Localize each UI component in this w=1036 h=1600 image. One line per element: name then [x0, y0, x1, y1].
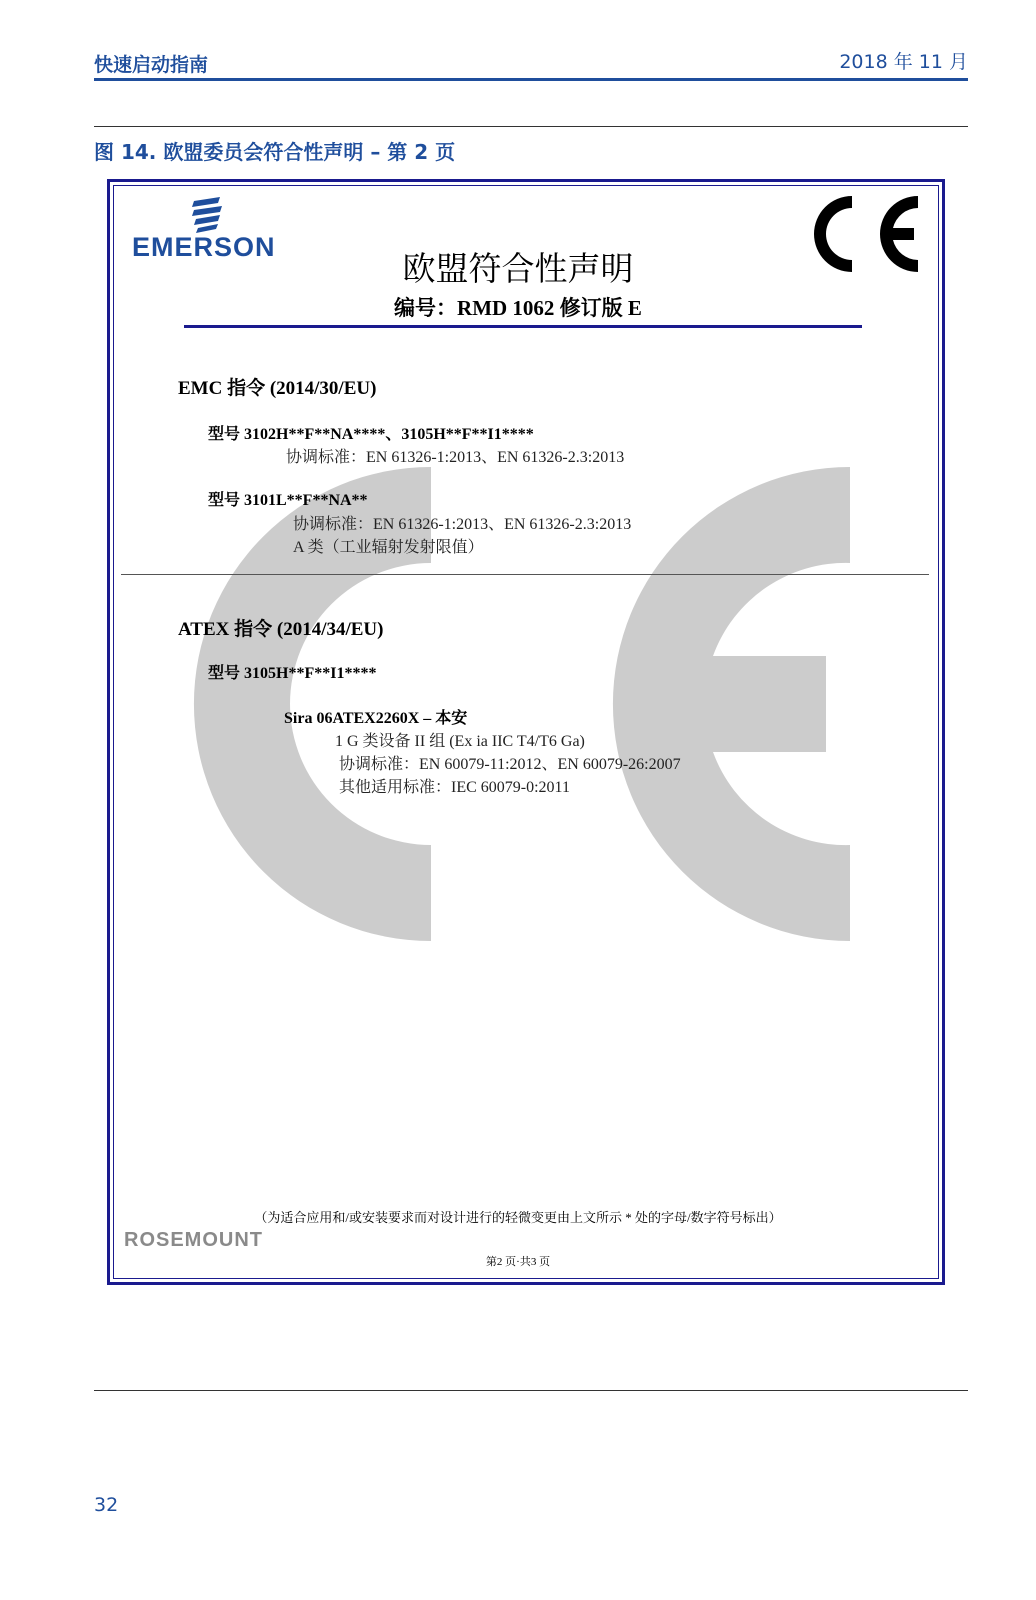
figure-title: 图 14. 欧盟委员会符合性声明 – 第 2 页 — [94, 140, 456, 164]
section-separator — [121, 574, 929, 575]
header-divider — [94, 78, 968, 81]
atex-directive-heading: ATEX 指令 (2014/34/EU) — [178, 619, 384, 640]
emc-model-2-standards: 协调标准：EN 61326-1:2013、EN 61326-2.3:2013 — [293, 516, 632, 533]
ce-watermark-icon — [186, 467, 854, 941]
section-divider — [94, 126, 968, 127]
atex-standards: 协调标准：EN 60079-11:2012、EN 60079-26:2007 — [339, 756, 681, 773]
emc-model-2: 型号 3101L**F**NA** — [208, 492, 368, 509]
footer-divider — [94, 1390, 968, 1391]
emc-model-2-class: A 类（工业辐射发射限值） — [293, 539, 484, 556]
header-date: 2018 年 11 月 — [839, 51, 968, 73]
declaration-number: 编号：RMD 1062 修订版 E — [394, 296, 642, 320]
atex-other-standards: 其他适用标准：IEC 60079-0:2011 — [339, 779, 570, 796]
page-number: 32 — [94, 1494, 119, 1516]
certificate-page-count: 第2 页·共3 页 — [485, 1256, 551, 1268]
emc-directive-heading: EMC 指令 (2014/30/EU) — [178, 378, 377, 399]
atex-equipment-group: 1 G 类设备 II 组 (Ex ia IIC T4/T6 Ga) — [335, 733, 585, 750]
title-underline — [184, 325, 862, 328]
atex-certificate: Sira 06ATEX2260X – 本安 — [284, 710, 468, 727]
declaration-title: 欧盟符合性声明 — [402, 249, 634, 288]
emerson-wordmark: EMERSON — [132, 232, 276, 262]
atex-model: 型号 3105H**F**I1**** — [208, 665, 377, 682]
emc-model-1: 型号 3102H**F**NA****、3105H**F**I1**** — [208, 426, 534, 443]
header-title: 快速启动指南 — [94, 54, 209, 76]
certificate-footnote: （为适合应用和/或安装要求而对设计进行的轻微变更由上文所示 * 处的字母/数字符号标出） — [254, 1210, 782, 1225]
emc-model-1-standards: 协调标准：EN 61326-1:2013、EN 61326-2.3:2013 — [286, 449, 625, 466]
rosemount-logo: ROSEMOUNT — [124, 1229, 263, 1251]
